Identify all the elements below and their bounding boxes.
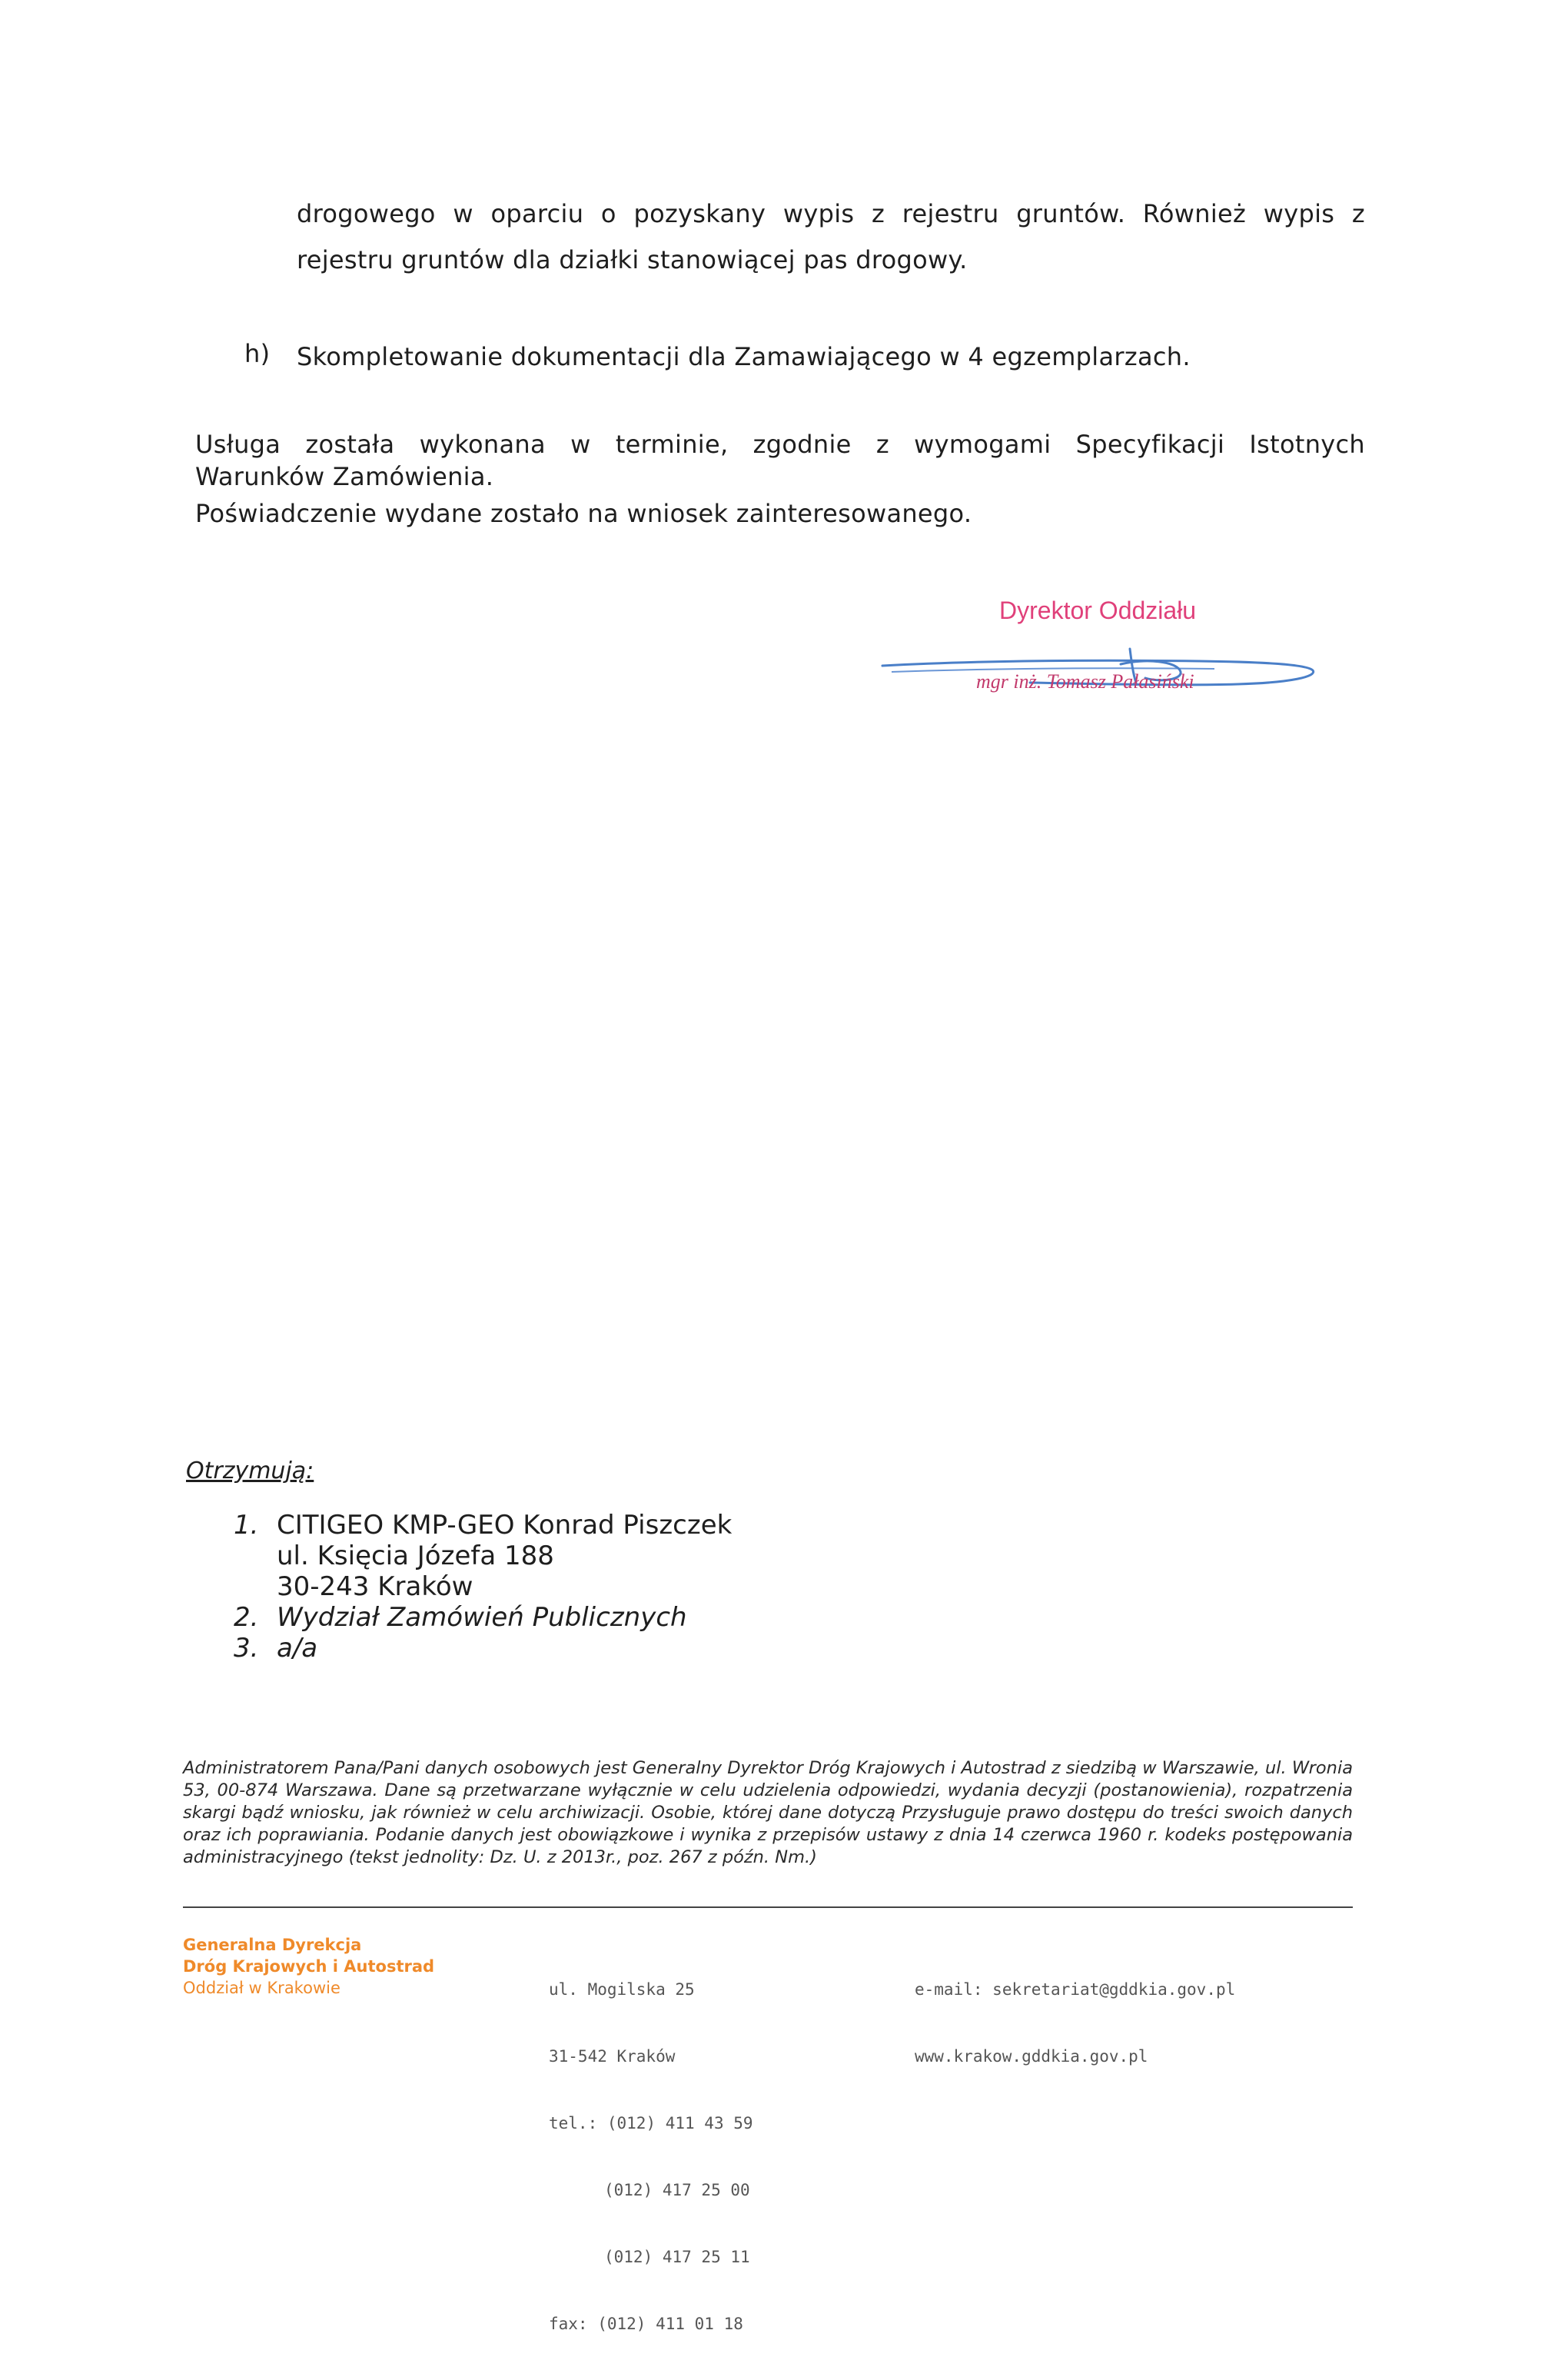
list-item	[234, 1633, 732, 1664]
list-item-line	[234, 1541, 732, 1571]
footer-email-row	[915, 1979, 1235, 2001]
signatory-name: mgr inż. Tomasz Pałasiński	[976, 670, 1194, 693]
recipients-heading: Otrzymują:	[186, 1458, 314, 1484]
list-item-line	[234, 1571, 732, 1602]
list-item-h-label: h)	[244, 339, 271, 368]
footer-email-link[interactable]: sekretariat@gddkia.gov.pl	[992, 1980, 1236, 1999]
signature-title: Dyrektor Oddziału	[999, 597, 1197, 624]
paragraph-continuation-line1: drogowego w oparciu o pozyskany wypis z rejestru gruntów. Również wypis z	[297, 199, 1365, 228]
footer-org-line3: Oddział w Krakowie	[183, 1979, 341, 1997]
footer-divider	[183, 1906, 1353, 1908]
service-statement-line1: Usługa została wykonana w terminie, zgodnie z wymogami Specyfikacji Istotnych	[195, 430, 1365, 459]
footer-org-line2: Dróg Krajowych i Autostrad	[183, 1957, 435, 1976]
recipients-list	[234, 1510, 732, 1664]
footer-tel-row	[549, 2112, 753, 2135]
recipient-archive: a/a	[277, 1633, 318, 1664]
footer-street: ul. Mogilska 25	[549, 1980, 695, 1999]
footer-organization	[183, 1934, 434, 1999]
footer-org-line1: Generalna Dyrekcja	[183, 1936, 362, 1954]
footer-email-label: e-mail:	[915, 1980, 983, 1999]
list-item	[234, 1602, 732, 1633]
footer-fax: (012) 411 01 18	[597, 2315, 743, 2333]
footer-address	[549, 1934, 753, 2380]
footer-fax-label: fax:	[549, 2315, 588, 2333]
recipient-city: 30-243 Kraków	[277, 1571, 473, 1602]
recipient-company: CITIGEO KMP-GEO Konrad Piszczek	[277, 1510, 733, 1541]
issuance-statement: Poświadczenie wydane zostało na wniosek zainteresowanego.	[195, 499, 972, 528]
list-item-h-text: Skompletowanie dokumentacji dla Zamawiającego w 4 egzemplarzach.	[297, 342, 1191, 371]
footer-tel1: (012) 411 43 59	[606, 2114, 753, 2132]
list-item-number: 2.	[234, 1602, 259, 1633]
recipient-street: ul. Księcia Józefa 188	[277, 1541, 554, 1571]
paragraph-continuation-line2: rejestru gruntów dla działki stanowiącej pas drogowy.	[297, 245, 968, 274]
footer-contact	[915, 1934, 1235, 2112]
footer-tel-label: tel.:	[549, 2114, 598, 2132]
footer-tel-row	[549, 2246, 753, 2269]
footer-website-link[interactable]: www.krakow.gddkia.gov.pl	[915, 2047, 1148, 2066]
service-statement-line2: Warunków Zamówienia.	[195, 462, 494, 491]
list-item	[234, 1510, 732, 1541]
footer-fax-row	[549, 2313, 753, 2335]
footer-tel-row	[549, 2179, 753, 2202]
privacy-notice: Administratorem Pana/Pani danych osobowych jest Generalny Dyrektor Dróg Krajowych i Autostrad z siedzibą w Warszawie, ul. Wronia 53, 00-874 Warszawa. Dane są przetwarzane wyłącznie w celu udzielenia odpowiedzi, wydania decyzji (postanowienia), rozpatrzenia skargi bądź wniosku, jak również w celu archiwizacji. Osobie, której dane dotyczą Przysługuje prawo dostępu do treści swoich danych oraz ich poprawiania. Podanie danych jest obowiązkowe i wynika z przepisów ustawy z dnia 14 czerwca 1960 r. kodeks postępowania administracyjnego (tekst jednolity: Dz. U. z 2013r., poz. 267 z późn. Nm.)	[183, 1758, 1353, 1867]
list-item-number: 1.	[234, 1510, 259, 1541]
footer-postal: 31-542 Kraków	[549, 2047, 676, 2066]
recipient-department: Wydział Zamówień Publicznych	[277, 1602, 687, 1633]
list-item-number: 3.	[234, 1633, 259, 1664]
footer-tel2: (012) 417 25 00	[604, 2181, 750, 2199]
footer-tel3: (012) 417 25 11	[604, 2248, 750, 2266]
